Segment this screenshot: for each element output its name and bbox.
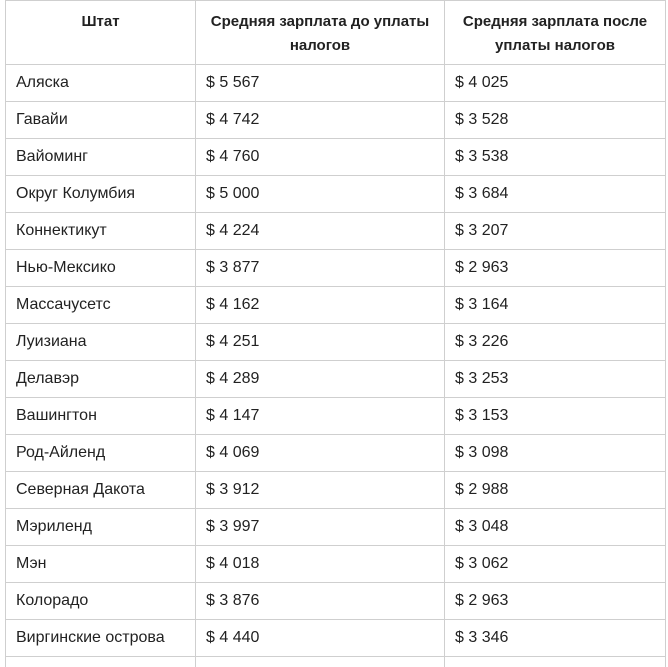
cell-empty	[196, 657, 445, 667]
cell-state: Вашингтон	[6, 398, 196, 435]
cell-before-tax: $ 3 912	[196, 472, 445, 509]
table-row	[6, 398, 666, 435]
cell-empty	[445, 657, 666, 667]
cell-before-tax: $ 4 224	[196, 213, 445, 250]
cell-before-tax: $ 4 289	[196, 361, 445, 398]
table-row	[6, 620, 666, 657]
cell-after-tax: $ 3 684	[445, 176, 666, 213]
cell-state: Вайоминг	[6, 139, 196, 176]
header-salary-after-tax: Средняя зарплата после уплаты налогов	[445, 1, 666, 65]
table-row	[6, 287, 666, 324]
cell-state: Гавайи	[6, 102, 196, 139]
cell-state: Нью-Мексико	[6, 250, 196, 287]
table-row	[6, 139, 666, 176]
cell-after-tax: $ 4 025	[445, 65, 666, 102]
cell-state: Аляска	[6, 65, 196, 102]
header-state: Штат	[6, 1, 196, 65]
cell-state: Делавэр	[6, 361, 196, 398]
cell-state: Луизиана	[6, 324, 196, 361]
cell-after-tax: $ 3 207	[445, 213, 666, 250]
cell-after-tax: $ 3 048	[445, 509, 666, 546]
cell-before-tax: $ 4 760	[196, 139, 445, 176]
cell-before-tax: $ 4 018	[196, 546, 445, 583]
cell-after-tax: $ 3 164	[445, 287, 666, 324]
cell-before-tax: $ 4 069	[196, 435, 445, 472]
table-row-partial	[6, 657, 666, 667]
table-row	[6, 102, 666, 139]
cell-after-tax: $ 2 963	[445, 583, 666, 620]
cell-before-tax: $ 4 147	[196, 398, 445, 435]
table-row	[6, 250, 666, 287]
cell-state: Виргинские острова	[6, 620, 196, 657]
cell-state: Мэриленд	[6, 509, 196, 546]
cell-state: Массачусетс	[6, 287, 196, 324]
table-row	[6, 583, 666, 620]
cell-before-tax: $ 4 251	[196, 324, 445, 361]
cell-state: Северная Дакота	[6, 472, 196, 509]
table-row	[6, 176, 666, 213]
cell-state: Род-Айленд	[6, 435, 196, 472]
table-row	[6, 546, 666, 583]
cell-empty	[6, 657, 196, 667]
cell-before-tax: $ 3 876	[196, 583, 445, 620]
cell-after-tax: $ 3 098	[445, 435, 666, 472]
cell-after-tax: $ 2 988	[445, 472, 666, 509]
cell-state: Мэн	[6, 546, 196, 583]
cell-state: Коннектикут	[6, 213, 196, 250]
table-row	[6, 324, 666, 361]
header-row	[6, 1, 666, 65]
cell-before-tax: $ 4 162	[196, 287, 445, 324]
cell-after-tax: $ 3 062	[445, 546, 666, 583]
cell-after-tax: $ 3 253	[445, 361, 666, 398]
salary-table	[5, 0, 666, 667]
table-row	[6, 509, 666, 546]
cell-before-tax: $ 4 440	[196, 620, 445, 657]
cell-after-tax: $ 3 528	[445, 102, 666, 139]
table-row	[6, 435, 666, 472]
cell-before-tax: $ 3 997	[196, 509, 445, 546]
cell-before-tax: $ 5 567	[196, 65, 445, 102]
cell-before-tax: $ 5 000	[196, 176, 445, 213]
cell-state: Колорадо	[6, 583, 196, 620]
table-row	[6, 65, 666, 102]
header-salary-before-tax: Средняя зарплата до уплаты налогов	[196, 1, 445, 65]
cell-after-tax: $ 3 153	[445, 398, 666, 435]
cell-after-tax: $ 3 346	[445, 620, 666, 657]
cell-state: Округ Колумбия	[6, 176, 196, 213]
cell-after-tax: $ 2 963	[445, 250, 666, 287]
table-row	[6, 472, 666, 509]
cell-after-tax: $ 3 226	[445, 324, 666, 361]
cell-before-tax: $ 3 877	[196, 250, 445, 287]
table-row	[6, 213, 666, 250]
cell-after-tax: $ 3 538	[445, 139, 666, 176]
table-row	[6, 361, 666, 398]
cell-before-tax: $ 4 742	[196, 102, 445, 139]
salary-table-container	[5, 0, 665, 667]
